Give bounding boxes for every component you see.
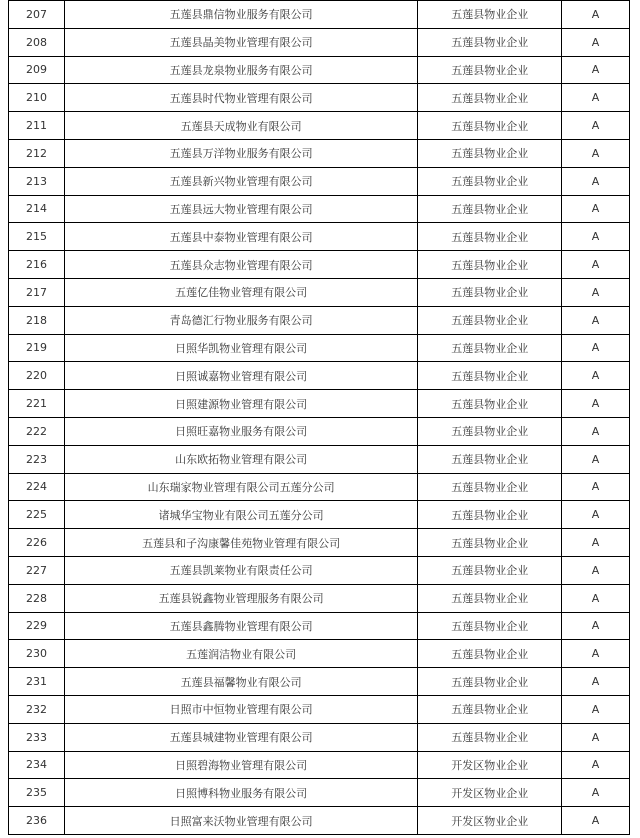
- enterprise-category: 五莲县物业企业: [418, 668, 562, 695]
- company-name: 五莲县天成物业有限公司: [65, 112, 418, 139]
- rating-grade: A: [562, 390, 630, 417]
- enterprise-category: 五莲县物业企业: [418, 84, 562, 111]
- enterprise-category: 五莲县物业企业: [418, 613, 562, 640]
- rating-grade: A: [562, 279, 630, 306]
- row-number: 228: [9, 585, 65, 612]
- company-name: 山东欧拓物业管理有限公司: [65, 446, 418, 473]
- company-name: 五莲县时代物业管理有限公司: [65, 84, 418, 111]
- enterprise-category: 开发区物业企业: [418, 807, 562, 834]
- company-name: 五莲县龙泉物业服务有限公司: [65, 57, 418, 84]
- enterprise-category: 五莲县物业企业: [418, 1, 562, 28]
- company-name: 五莲县中泰物业管理有限公司: [65, 223, 418, 250]
- row-number: 223: [9, 446, 65, 473]
- company-name: 山东瑞家物业管理有限公司五莲分公司: [65, 474, 418, 501]
- table-row: [8, 446, 630, 474]
- rating-grade: A: [562, 474, 630, 501]
- company-name: 五莲县新兴物业管理有限公司: [65, 168, 418, 195]
- rating-grade: A: [562, 307, 630, 334]
- enterprise-category: 五莲县物业企业: [418, 168, 562, 195]
- row-number: 211: [9, 112, 65, 139]
- row-number: 210: [9, 84, 65, 111]
- table-row: [8, 57, 630, 85]
- rating-grade: A: [562, 557, 630, 584]
- enterprise-category: 五莲县物业企业: [418, 335, 562, 362]
- table-row: [8, 279, 630, 307]
- row-number: 224: [9, 474, 65, 501]
- rating-grade: A: [562, 57, 630, 84]
- enterprise-category: 五莲县物业企业: [418, 57, 562, 84]
- enterprise-category: 五莲县物业企业: [418, 279, 562, 306]
- company-name: 日照诚嘉物业管理有限公司: [65, 362, 418, 389]
- rating-grade: A: [562, 84, 630, 111]
- table-row: [8, 29, 630, 57]
- company-name: 日照富来沃物业管理有限公司: [65, 807, 418, 834]
- table-row: [8, 724, 630, 752]
- row-number: 229: [9, 613, 65, 640]
- company-name: 五莲县远大物业管理有限公司: [65, 196, 418, 223]
- enterprise-category: 五莲县物业企业: [418, 140, 562, 167]
- company-name: 五莲县众志物业管理有限公司: [65, 251, 418, 278]
- enterprise-category: 五莲县物业企业: [418, 474, 562, 501]
- rating-grade: A: [562, 196, 630, 223]
- rating-grade: A: [562, 112, 630, 139]
- rating-grade: A: [562, 446, 630, 473]
- rating-grade: A: [562, 418, 630, 445]
- table-row: [8, 779, 630, 807]
- table-row: [8, 418, 630, 446]
- enterprise-category: 五莲县物业企业: [418, 196, 562, 223]
- company-name: 五莲亿佳物业管理有限公司: [65, 279, 418, 306]
- table-row: [8, 223, 630, 251]
- table-row: [8, 251, 630, 279]
- row-number: 235: [9, 779, 65, 806]
- table-row: [8, 807, 630, 835]
- row-number: 222: [9, 418, 65, 445]
- row-number: 220: [9, 362, 65, 389]
- company-name: 日照华凯物业管理有限公司: [65, 335, 418, 362]
- company-name: 五莲县晶美物业管理有限公司: [65, 29, 418, 56]
- row-number: 217: [9, 279, 65, 306]
- row-number: 209: [9, 57, 65, 84]
- company-name: 五莲县凯莱物业有限责任公司: [65, 557, 418, 584]
- company-name: 青岛德汇行物业服务有限公司: [65, 307, 418, 334]
- company-name: 五莲县城建物业管理有限公司: [65, 724, 418, 751]
- row-number: 207: [9, 1, 65, 28]
- company-name: 日照博科物业服务有限公司: [65, 779, 418, 806]
- table-row: [8, 613, 630, 641]
- rating-grade: A: [562, 29, 630, 56]
- enterprise-category: 五莲县物业企业: [418, 362, 562, 389]
- rating-grade: A: [562, 696, 630, 723]
- company-name: 日照建源物业管理有限公司: [65, 390, 418, 417]
- row-number: 208: [9, 29, 65, 56]
- enterprise-category: 五莲县物业企业: [418, 557, 562, 584]
- rating-grade: A: [562, 585, 630, 612]
- enterprise-category: 五莲县物业企业: [418, 446, 562, 473]
- rating-grade: A: [562, 529, 630, 556]
- table-row: [8, 696, 630, 724]
- row-number: 227: [9, 557, 65, 584]
- table-row: [8, 140, 630, 168]
- table-row: [8, 335, 630, 363]
- row-number: 218: [9, 307, 65, 334]
- row-number: 214: [9, 196, 65, 223]
- rating-grade: A: [562, 779, 630, 806]
- rating-grade: A: [562, 1, 630, 28]
- row-number: 215: [9, 223, 65, 250]
- table-row: [8, 529, 630, 557]
- table-row: [8, 362, 630, 390]
- row-number: 230: [9, 640, 65, 667]
- rating-grade: A: [562, 140, 630, 167]
- table-row: [8, 501, 630, 529]
- table-row: [8, 474, 630, 502]
- table-row: [8, 390, 630, 418]
- rating-grade: A: [562, 223, 630, 250]
- company-name: 五莲县鼎信物业服务有限公司: [65, 1, 418, 28]
- table-row: [8, 585, 630, 613]
- rating-grade: A: [562, 724, 630, 751]
- enterprise-category: 五莲县物业企业: [418, 696, 562, 723]
- rating-grade: A: [562, 752, 630, 779]
- rating-grade: A: [562, 807, 630, 834]
- table-row: [8, 640, 630, 668]
- enterprise-category: 五莲县物业企业: [418, 251, 562, 278]
- row-number: 231: [9, 668, 65, 695]
- table-row: [8, 112, 630, 140]
- table-row: [8, 168, 630, 196]
- rating-grade: A: [562, 613, 630, 640]
- enterprise-category: 五莲县物业企业: [418, 585, 562, 612]
- row-number: 219: [9, 335, 65, 362]
- rating-grade: A: [562, 362, 630, 389]
- row-number: 236: [9, 807, 65, 834]
- table-row: [8, 557, 630, 585]
- company-name: 五莲县鑫腾物业管理有限公司: [65, 613, 418, 640]
- company-name: 五莲润洁物业有限公司: [65, 640, 418, 667]
- row-number: 212: [9, 140, 65, 167]
- row-number: 226: [9, 529, 65, 556]
- table-row: [8, 668, 630, 696]
- row-number: 216: [9, 251, 65, 278]
- rating-grade: A: [562, 168, 630, 195]
- rating-grade: A: [562, 251, 630, 278]
- enterprise-category: 五莲县物业企业: [418, 29, 562, 56]
- table-row: [8, 307, 630, 335]
- row-number: 221: [9, 390, 65, 417]
- company-name: 五莲县万洋物业服务有限公司: [65, 140, 418, 167]
- enterprise-category: 五莲县物业企业: [418, 529, 562, 556]
- company-name: 日照碧海物业管理有限公司: [65, 752, 418, 779]
- table-row: [8, 196, 630, 224]
- table-row: [8, 1, 630, 29]
- enterprise-category: 五莲县物业企业: [418, 724, 562, 751]
- enterprise-category: 五莲县物业企业: [418, 390, 562, 417]
- company-name: 日照旺嘉物业服务有限公司: [65, 418, 418, 445]
- rating-grade: A: [562, 668, 630, 695]
- property-company-rating-table: [8, 0, 630, 835]
- enterprise-category: 五莲县物业企业: [418, 307, 562, 334]
- enterprise-category: 五莲县物业企业: [418, 640, 562, 667]
- row-number: 233: [9, 724, 65, 751]
- rating-grade: A: [562, 501, 630, 528]
- enterprise-category: 开发区物业企业: [418, 752, 562, 779]
- table-row: [8, 752, 630, 780]
- row-number: 234: [9, 752, 65, 779]
- enterprise-category: 五莲县物业企业: [418, 418, 562, 445]
- rating-grade: A: [562, 335, 630, 362]
- rating-grade: A: [562, 640, 630, 667]
- company-name: 五莲县福馨物业有限公司: [65, 668, 418, 695]
- enterprise-category: 开发区物业企业: [418, 779, 562, 806]
- row-number: 225: [9, 501, 65, 528]
- company-name: 诸城华宝物业有限公司五莲分公司: [65, 501, 418, 528]
- enterprise-category: 五莲县物业企业: [418, 223, 562, 250]
- company-name: 五莲县锐鑫物业管理服务有限公司: [65, 585, 418, 612]
- enterprise-category: 五莲县物业企业: [418, 112, 562, 139]
- row-number: 213: [9, 168, 65, 195]
- company-name: 五莲县和子沟康馨佳苑物业管理有限公司: [65, 529, 418, 556]
- enterprise-category: 五莲县物业企业: [418, 501, 562, 528]
- table-row: [8, 84, 630, 112]
- company-name: 日照市中恒物业管理有限公司: [65, 696, 418, 723]
- row-number: 232: [9, 696, 65, 723]
